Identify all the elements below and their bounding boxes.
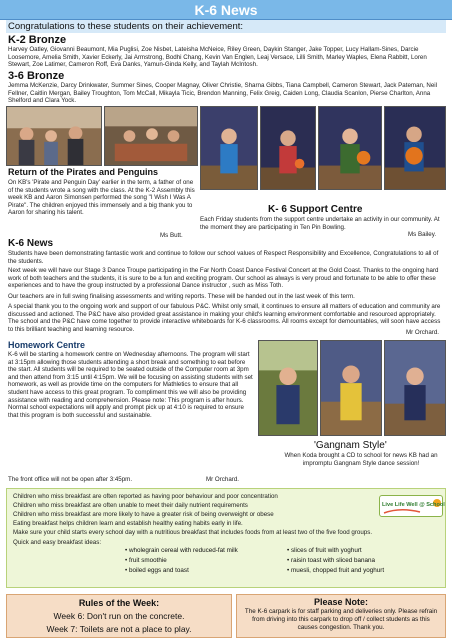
homework-title: Homework Centre	[8, 340, 86, 350]
page-title: K-6 News	[194, 2, 258, 18]
gangnam-photo-2	[320, 340, 382, 436]
idea-right-2: • raisin toast with sliced banana	[287, 557, 375, 564]
idea-right-3: • muesli, chopped fruit and yoghurt	[287, 567, 385, 574]
note-box	[236, 594, 446, 638]
news-paragraph-2: Next week we will have our Stage 3 Dance Troupe participating in the Far North Coast Dance Festival Concert at the Gold Coast. Thanks to the ongoing hard work of both teachers and the students, it is sure to be a fun and exciting program. Our school as always is very proud and fortunate to be able to offer these experiences and to have the group instructed by a professional Dance instructor , such as Miss Toth.	[8, 267, 439, 290]
news-paragraph-3: Our teachers are in full swing finalising assessments and writing reports. These will be handed out in the last week of this term.	[8, 293, 355, 300]
pirates-text: On KB's 'Pirate and Penguin Day' earlier in the term, a father of one of the students wrote a song with the class. At the K-2 Assembly this week KB and Aaron Simonsen performed the song "I Wish I Was A Pirate". The children enjoyed this immensely and a big thank you to Aaron for sharing his talent.	[8, 179, 195, 217]
homework-last: The front office will not be open after 3:45pm.	[8, 476, 133, 483]
support-text: Each Friday students from the support centre undertake an activity in our community. At the moment they are participating in Ten Pin Bowling.	[200, 216, 440, 231]
breakfast-quick: Quick and easy breakfast ideas:	[13, 539, 102, 546]
k2-bronze-names: Harvey Oatley, Giovanni Beaumont, Mia Puglisi, Zoe Nisbet, Lateisha McNeice, Riley Green, Daykin Stanger, Jake Topper, Lucy Hallam-Sines, Darcie Loosemore, Amelia Smith, Xavier Eckerly, Jai Armstrong, Bodhi Chang, Kevin Van Englen, Leaj Versace, Lilli Smith, Marley Waples, Elena Rabbitt, Loren Stewart, Zoe Latimer, Cameron Roff, Eva Danks, Yamun-Ginda Kelly, and Taylah McIntosh.	[8, 46, 427, 69]
support-sign: Ms Bailey.	[408, 231, 437, 238]
pirates-photo-2	[104, 106, 198, 166]
idea-left-2: • fruit smoothie	[125, 557, 167, 564]
pirates-title: Return of the Pirates and Penguins	[8, 167, 159, 177]
idea-right-1: • slices of fruit with yoghurt	[287, 547, 362, 554]
gangnam-photo-1	[258, 340, 318, 436]
page-header	[0, 0, 452, 20]
g36-bronze-names: Jemma McKenzie, Darcy Drinkwater, Summer Sines, Cooper Magnay, Oliver Christie, Sharna Gibbs, Tiana Campbell, Cameron Stewart, Jack Pateman, Neil Fellner, Caitlin Mergan, Bailey Troughton, Tom McCall, Mikayla Ticic, Brendon Manning, Felix Greig, Caiden Long, Claudia Scanlon, Pierse Charlton, Anna Shelford and Clara Yock.	[8, 82, 438, 105]
breakfast-line-3: Children who miss breakfast are more likely to have a greater risk of being overweight or obese	[13, 511, 274, 518]
homework-sign: Mr Orchard.	[206, 476, 240, 483]
rules-title: Rules of the Week:	[78, 598, 160, 608]
idea-left-3: • boiled eggs and toast	[125, 567, 189, 574]
news-sign: Mr Orchard.	[406, 329, 440, 336]
breakfast-line-2: Children who miss breakfast are often unable to meet their daily nutrient requirements	[13, 502, 248, 509]
gangnam-title: 'Gangnam Style'	[314, 440, 387, 451]
gangnam-text: When Koda brought a CD to school for news KB had an impromptu Gangnam Style dance session!	[284, 452, 438, 467]
support-title: K- 6 Support Centre	[268, 204, 363, 215]
note-title: Please Note:	[313, 597, 369, 607]
pirates-photo-1	[6, 106, 102, 166]
g36-bronze-heading: 3-6 Bronze	[8, 70, 65, 82]
pirates-sign: Ms Butt.	[160, 232, 183, 239]
support-photo-3	[318, 106, 382, 190]
note-text: The K-6 carpark is for staff parking and deliveries only. Please refrain from driving into this carpark to drop off / collect students as this causes congestion. Thank you.	[244, 608, 438, 631]
congrats-bar: Congratulations to these students on their achievement:	[6, 20, 446, 33]
k6-news-heading: K-6 News	[8, 238, 54, 249]
live-life-well-logo: Live Life Well @ School	[379, 495, 443, 517]
breakfast-line-4: Eating breakfast helps children learn and establish healthy eating habits early in life.	[13, 520, 243, 527]
support-photo-2	[260, 106, 316, 190]
rules-week6: Week 6: Don't run on the concrete.	[53, 611, 185, 621]
rules-week7: Week 7: Toilets are not a place to play.	[46, 624, 192, 634]
homework-text: K-6 will be starting a homework centre on Wednesday afternoons. The program will start at 3:15pm allowing those students attending a short break and something to eat before the start. All students will be required to be seated outside of the Computer room at 3pm and then attend from 3:15 until 4:15pm. We will be focusing on assisting students with set homework, as well as provide time on the computers for Mathletics to ensure that all student have access to this great program. To compliment this we will also be providing assistance with reading and comprehension. Please note: This program is after hours. Normal school expectations will apply and prompt pick up at 4:10 is required to ensure that this program is both successful and sustainable.	[8, 351, 253, 419]
breakfast-box	[6, 488, 446, 588]
breakfast-line-5: Make sure your child starts every school day with a nutritious breakfast that includes foods from at least two of the five food groups.	[13, 529, 373, 536]
k2-bronze-heading: K-2 Bronze	[8, 34, 67, 46]
rules-box	[6, 594, 232, 638]
support-photo-1	[200, 106, 258, 190]
news-paragraph-4: A special thank you to the ongoing work and support of our fabulous P&C. Whilst only small, it continues to ensure all matters of education and community are discussed and actioned. The P&C have also provided great assistance in making your child's learning environment comfortable and resourced appropriately. The school and the P&C have come together to provide interactive whiteboards for K-6 classrooms. All rooms except for demountables, will soon have access to this brilliant teaching and learning resource.	[8, 303, 441, 333]
idea-left-1: • wholegrain cereal with reduced-fat milk	[125, 547, 238, 554]
gangnam-photo-3	[384, 340, 446, 436]
breakfast-line-1: Children who miss breakfast are often reported as having poor behaviour and poor concentration	[13, 493, 278, 500]
support-photo-4	[384, 106, 446, 190]
news-paragraph-1: Students have been demonstrating fantastic work and continue to follow our school values of Respect Responsibility and Excellence, Congratulations to all of the students.	[8, 250, 439, 265]
